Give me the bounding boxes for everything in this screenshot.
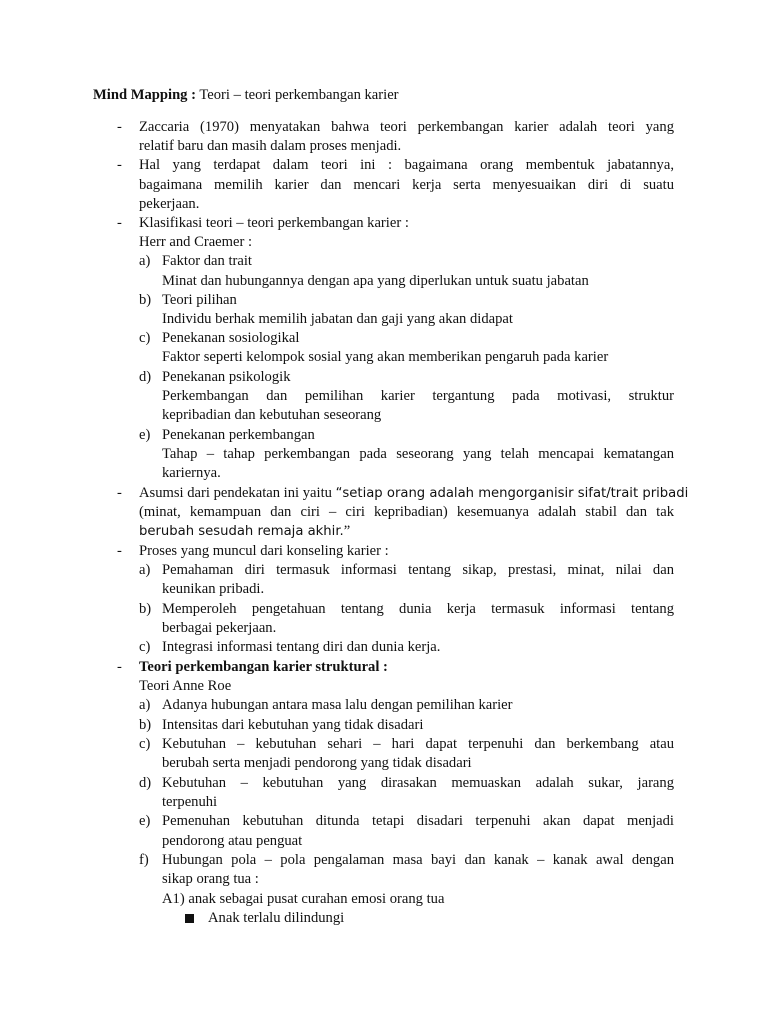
title-bold: Mind Mapping :	[93, 87, 196, 103]
bullet4-line3-close: ”	[343, 523, 351, 539]
list-item-head: Penekanan sosiologikal	[162, 330, 300, 346]
title-rest: Teori – teori perkembangan karier	[199, 87, 399, 103]
list-item-desc: Tahap – tahap perkembangan pada seseorang yang telah mencapai kematangan	[162, 446, 674, 462]
bullet-dash: -	[117, 119, 122, 135]
bullet5-line1: Proses yang muncul dari konseling karier :	[139, 543, 389, 559]
list-item-desc: Faktor seperti kelompok sosial yang akan memberikan pengaruh pada karier	[162, 349, 609, 365]
bullet4-line3-quote: berubah sesudah remaja akhir.	[139, 524, 344, 539]
list-item-desc: Perkembangan dan pemilihan karier tergantung pada motivasi, struktur	[162, 388, 674, 404]
list-item-text: Kebutuhan – kebutuhan yang dirasakan memuaskan adalah sukar, jarang	[162, 775, 674, 791]
list-label: e)	[139, 427, 151, 443]
list-label: c)	[139, 330, 151, 346]
bullet-dash: -	[117, 485, 122, 501]
bullet3-line2: Herr and Craemer :	[139, 234, 253, 250]
bullet-dash: -	[117, 543, 122, 559]
list-item-text: terpenuhi	[162, 794, 218, 810]
list-item-text: Pemenuhan kebutuhan ditunda tetapi disadari terpenuhi akan dapat menjadi	[162, 813, 674, 829]
bullet1-line2: relatif baru dan masih dalam proses menjadi.	[139, 138, 402, 154]
list-item-text: berbagai pekerjaan.	[162, 620, 277, 636]
list-item-text: Hubungan pola – pola pengalaman masa bayi dan kanak – kanak awal dengan	[162, 852, 674, 868]
sub-item: A1) anak sebagai pusat curahan emosi orang tua	[162, 891, 445, 907]
list-label: a)	[139, 253, 151, 269]
list-item-text: Adanya hubungan antara masa lalu dengan pemilihan karier	[162, 697, 513, 713]
bullet2-line1: Hal yang terdapat dalam teori ini : bagaimana orang membentuk jabatannya,	[139, 157, 674, 173]
list-item-head: Penekanan perkembangan	[162, 427, 315, 443]
square-bullet-icon	[185, 914, 194, 923]
bullet6-line2: Teori Anne Roe	[139, 678, 232, 694]
list-label: d)	[139, 369, 152, 385]
list-item-text: pendorong atau penguat	[162, 833, 303, 849]
list-item-text: keunikan pribadi.	[162, 581, 265, 597]
bullet4-line1-start: Asumsi dari pendekatan ini yaitu	[139, 485, 332, 501]
bullet2-line2: bagaimana memilih karier dan mencari kerja serta menyesuaikan diri di suatu	[139, 177, 674, 193]
bullet-dash: -	[117, 215, 122, 231]
list-item-text: Pemahaman diri termasuk informasi tentang sikap, prestasi, minat, nilai dan	[162, 562, 674, 578]
bullet6-heading: Teori perkembangan karier struktural :	[139, 659, 388, 675]
bullet4-line2: (minat, kemampuan dan ciri – ciri kepribadian) kesemuanya adalah stabil dan tak	[139, 504, 674, 520]
list-item-desc: Individu berhak memilih jabatan dan gaji yang akan didapat	[162, 311, 513, 327]
list-label: c)	[139, 736, 151, 752]
bullet4-line1	[139, 484, 688, 503]
list-label: f)	[139, 852, 149, 868]
list-label: b)	[139, 717, 152, 733]
list-label: c)	[139, 639, 151, 655]
bullet1-line1: Zaccaria (1970) menyatakan bahwa teori perkembangan karier adalah teori yang	[139, 119, 674, 135]
bullet3-line1: Klasifikasi teori – teori perkembangan karier :	[139, 215, 409, 231]
bullet2-line3: pekerjaan.	[139, 196, 200, 212]
list-label: b)	[139, 601, 152, 617]
list-item-text: sikap orang tua :	[162, 871, 259, 887]
bullet-dash: -	[117, 157, 122, 173]
list-item-desc: kariernya.	[162, 465, 221, 481]
bullet4-line1-quote: “setiap orang adalah mengorganisir sifat/trait pribadi	[335, 486, 689, 501]
list-item-head: Penekanan psikologik	[162, 369, 291, 385]
bullet-dash: -	[117, 659, 122, 675]
bullet4-line3	[139, 522, 350, 541]
document-title	[93, 86, 399, 105]
list-item-text: berubah serta menjadi pendorong yang tidak disadari	[162, 755, 472, 771]
list-item-head: Faktor dan trait	[162, 253, 252, 269]
list-item-text: Kebutuhan – kebutuhan sehari – hari dapat terpenuhi dan berkembang atau	[162, 736, 674, 752]
list-label: b)	[139, 292, 152, 308]
sub-sub-item: Anak terlalu dilindungi	[208, 910, 345, 926]
list-item-text: Memperoleh pengetahuan tentang dunia kerja termasuk informasi tentang	[162, 601, 674, 617]
list-item-text: Integrasi informasi tentang diri dan dunia kerja.	[162, 639, 441, 655]
list-label: a)	[139, 562, 151, 578]
list-label: d)	[139, 775, 152, 791]
list-item-desc: Minat dan hubungannya dengan apa yang diperlukan untuk suatu jabatan	[162, 273, 589, 289]
list-label: a)	[139, 697, 151, 713]
list-item-desc: kepribadian dan kebutuhan seseorang	[162, 407, 382, 423]
list-label: e)	[139, 813, 151, 829]
list-item-text: Intensitas dari kebutuhan yang tidak disadari	[162, 717, 424, 733]
list-item-head: Teori pilihan	[162, 292, 237, 308]
